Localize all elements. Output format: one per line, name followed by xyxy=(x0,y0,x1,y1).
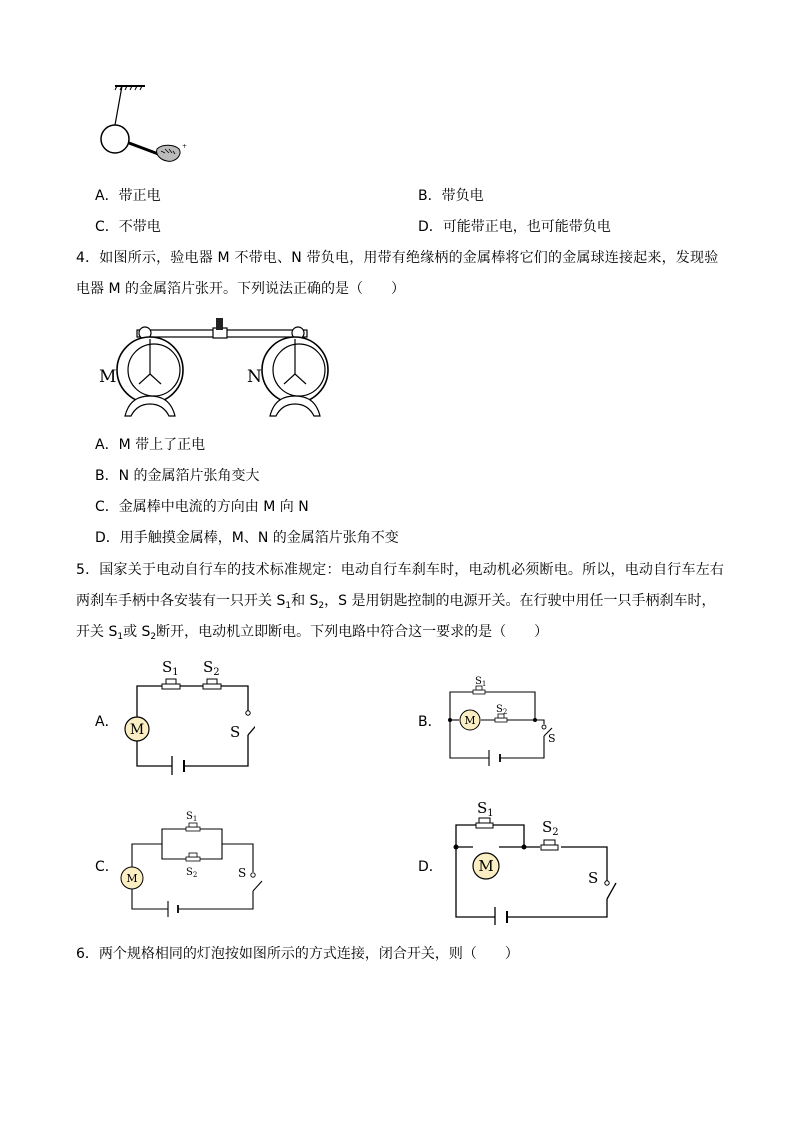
svg-text:S: S xyxy=(230,723,241,741)
q5-stem-line1: 5．国家关于电动自行车的技术标准规定：电动自行车刹车时，电动机必须断电。所以，电动自行车左右 xyxy=(76,562,725,578)
svg-text:S2: $S_2$ xyxy=(542,818,559,838)
label-m: M xyxy=(99,367,117,387)
svg-text:S: S xyxy=(588,869,599,887)
q5-stem-line2: 两刹车手柄中各安装有一只开关 $S_1$和 $S_2$，S 是用钥匙控制的电源开关。在行驶中用任一只手柄刹车时， xyxy=(76,593,716,611)
q5-option-d-label: D． xyxy=(418,859,443,875)
q3-option-d: D．可能带正电，也可能带负电 xyxy=(418,219,611,235)
circuit-b xyxy=(440,672,565,772)
pendulum-figure xyxy=(95,83,195,163)
svg-text:S2: $S_2$ xyxy=(203,658,220,678)
q4-option-c: C．金属棒中电流的方向由 M 向 N xyxy=(95,499,309,515)
svg-text:S1: $S_1$ xyxy=(475,676,487,688)
q5-option-c-label: C． xyxy=(95,859,119,875)
q3-option-a: A．带正电 xyxy=(95,188,161,204)
svg-text:M: M xyxy=(126,872,138,885)
electroscope-figure xyxy=(95,316,335,420)
svg-text:M: M xyxy=(129,722,145,738)
circuit-c xyxy=(118,805,268,920)
svg-text:S1: $S_1$ xyxy=(477,799,494,819)
q4-option-a: A．M 带上了正电 xyxy=(95,437,206,453)
q4-option-b: B．N 的金属箔片张角变大 xyxy=(95,468,260,484)
circuit-d xyxy=(438,795,618,925)
svg-text:S2: $S_2$ xyxy=(186,867,198,879)
q5-option-b-label: B． xyxy=(418,714,442,730)
circuit-a xyxy=(115,655,255,775)
svg-text:+: + xyxy=(182,143,188,150)
svg-text:S: S xyxy=(548,732,556,745)
q4-stem-line1: 4．如图所示，验电器 M 不带电、N 带负电，用带有绝缘柄的金属棒将它们的金属球连接起来，发现验 xyxy=(76,250,719,266)
svg-text:S1: $S_1$ xyxy=(186,811,198,823)
svg-text:S2: $S_2$ xyxy=(496,704,508,716)
label-n: N xyxy=(247,367,262,387)
q6-stem: 6．两个规格相同的灯泡按如图所示的方式连接，闭合开关，则（ ） xyxy=(76,946,519,962)
svg-text:M: M xyxy=(478,857,494,875)
q3-option-b: B．带负电 xyxy=(418,188,484,204)
q5-option-a-label: A． xyxy=(95,714,119,730)
svg-text:M: M xyxy=(464,714,476,727)
svg-text:S1: $S_1$ xyxy=(162,658,179,678)
q4-stem-line2: 电器 M 的金属箔片张开。下列说法正确的是（ ） xyxy=(76,281,405,297)
q3-option-c: C．不带电 xyxy=(95,219,161,235)
q4-option-d: D．用手触摸金属棒，M、N 的金属箔片张角不变 xyxy=(95,530,399,546)
svg-text:S: S xyxy=(238,866,247,880)
q5-stem-line3: 开关 $S_1$或 $S_2$断开，电动机立即断电。下列电路中符合这一要求的是（ ） xyxy=(76,624,549,642)
